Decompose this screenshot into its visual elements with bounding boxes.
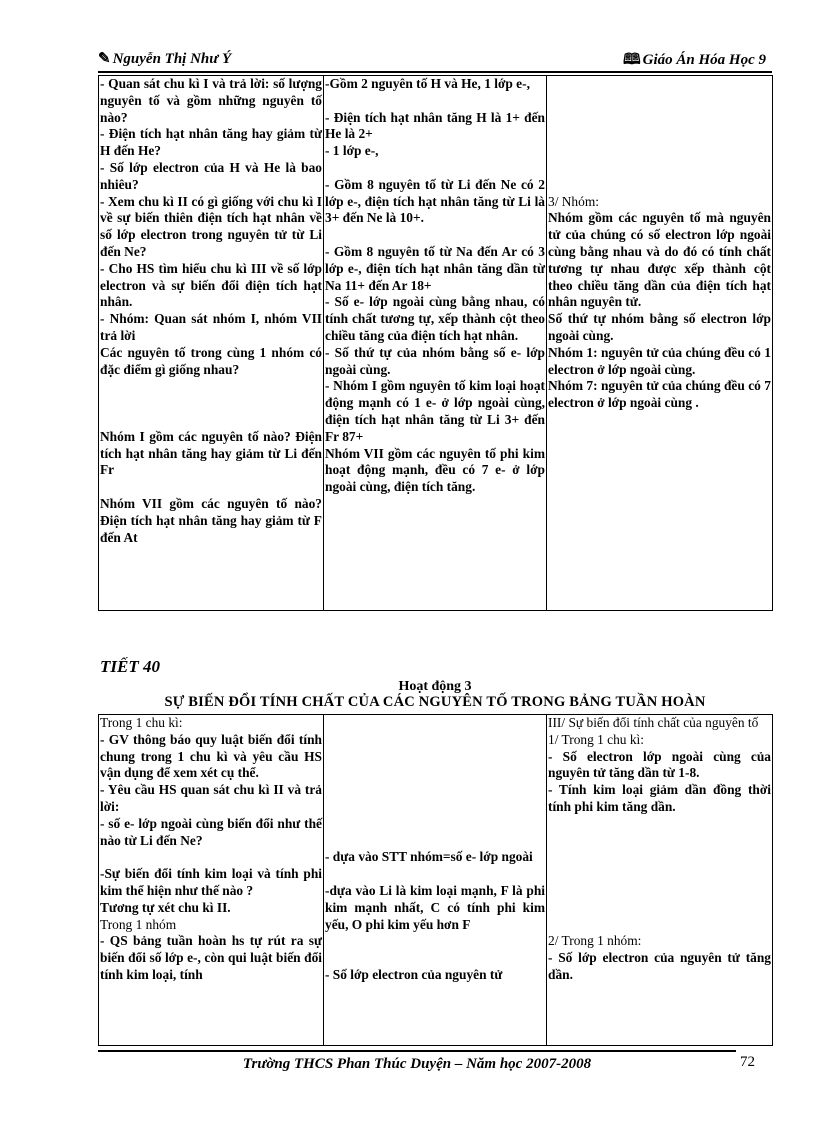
section-title: SỰ BIẾN ĐỔI TÍNH CHẤT CỦA CÁC NGUYÊN TỐ TRONG BẢNG TUẦN HOÀN bbox=[164, 694, 706, 710]
question: - GV thông báo quy luật biến đổi tính chung trong 1 chu kì và yêu cầu HS vận dụng để xem xét cụ thể. bbox=[100, 731, 322, 781]
footer-school: Trường THCS Phan Thúc Duyện – Năm học 2007-2008 bbox=[242, 1056, 592, 1072]
student-activity-column bbox=[324, 715, 547, 1046]
subheading: 2/ Trong 1 nhóm: bbox=[548, 933, 642, 949]
document-title: 🕮 Giáo Án Hóa Học 9 bbox=[623, 49, 766, 74]
answer: - 1 lớp e-, bbox=[325, 143, 379, 159]
footer-divider bbox=[98, 1050, 736, 1052]
answer: - dựa vào STT nhóm=số e- lớp ngoài bbox=[325, 849, 533, 865]
question: Nhóm VII gồm các nguyên tố nào? Điện tích hạt nhân tăng hay giảm từ F đến At bbox=[100, 495, 322, 545]
lesson-table-1 bbox=[98, 75, 773, 611]
content-text: Số thứ tự nhóm bằng số electron lớp ngoài cùng. bbox=[548, 311, 771, 343]
answer: - Số lớp electron của nguyên tử bbox=[325, 966, 503, 982]
question: - Xem chu kì II có gì giống với chu kì I về sự biến thiên điện tích hạt nhân về số lớp electron trong nguyên tử từ Li đến Ne? bbox=[100, 193, 322, 259]
author-name: ✎ Nguyễn Thị Như Ý bbox=[98, 51, 232, 67]
answer: - Gồm 8 nguyên tố từ Li đến Ne có 2 lớp e-, điện tích hạt nhân tăng từ Li là 3+ đến Ne là 10+. bbox=[325, 176, 545, 226]
content-text: - Số lớp electron của nguyên tử tăng dần. bbox=[548, 950, 771, 982]
section-heading: 3/ Nhóm: bbox=[548, 193, 599, 209]
question: - Yêu cầu HS quan sát chu kì II và trả lời: bbox=[100, 782, 322, 814]
pen-icon: ✎ bbox=[98, 51, 111, 67]
question: - Số lớp electron của H và He là bao nhiêu? bbox=[100, 159, 322, 192]
page-header bbox=[98, 47, 772, 73]
question: - QS bảng tuần hoàn hs tự rút ra sự biến đổi số lớp e-, còn qui luật biến đổi tính kim loại, tính bbox=[100, 933, 322, 982]
subheading: Trong 1 chu kì: bbox=[100, 715, 183, 730]
content-text: - Tính kim loại giảm dần đồng thời tính phi kim tăng dần. bbox=[548, 782, 771, 814]
content-text: Nhóm 7: nguyên tử của chúng đều có 7 electron ở lớp ngoài cùng . bbox=[548, 378, 771, 411]
lesson-number: TIẾT 40 bbox=[100, 657, 160, 676]
content-text: - Số electron lớp ngoài cùng của nguyên tử tăng dần từ 1-8. bbox=[548, 748, 771, 781]
content-text: Nhóm gồm các nguyên tố mà nguyên tử của chúng có số electron lớp ngoài cùng bằng nhau và do đó có tính chất tương tự nhau được xếp thành cột theo chiều tăng dần của điện tích hạt nhân nguyên tử. bbox=[548, 210, 771, 310]
question: Các nguyên tố trong cùng 1 nhóm có đặc điểm gì giống nhau? bbox=[100, 344, 322, 377]
answer: -Gồm 2 nguyên tố H và He, 1 lớp e-, bbox=[325, 76, 530, 91]
answer: -dựa vào Li là kim loại mạnh, F là phi kim mạnh nhất, C có tính phi kim yếu, O phi kim yếu hơn F bbox=[325, 882, 545, 932]
page-number: 72 bbox=[740, 1054, 755, 1070]
section-heading: III/ Sự biến đổi tính chất của nguyên tố bbox=[548, 715, 759, 730]
content-text: Nhóm 1: nguyên tử của chúng đều có 1 electron ở lớp ngoài cùng. bbox=[548, 344, 771, 377]
activity-heading: Hoạt động 3 bbox=[398, 679, 472, 694]
answer: - Nhóm I gồm nguyên tố kim loại hoạt động mạnh có 1 e- ở lớp ngoài cùng, điện tích hạt nhân tăng từ Li 3+ đến Fr 87+ bbox=[325, 378, 545, 444]
question: - số e- lớp ngoài cùng biến đổi như thế nào từ Li đến Ne? bbox=[100, 815, 322, 848]
question: - Nhóm: Quan sát nhóm I, nhóm VII trả lời bbox=[100, 311, 322, 343]
question: Nhóm I gồm các nguyên tố nào? Điện tích hạt nhân tăng hay giảm từ Li đến Fr bbox=[100, 428, 322, 478]
answer: - Điện tích hạt nhân tăng H là 1+ đến He là 2+ bbox=[325, 109, 545, 142]
question: -Sự biến đổi tính kim loại và tính phi kim thể hiện như thế nào ? bbox=[100, 866, 322, 898]
question: - Cho HS tìm hiểu chu kì III về số lớp electron và sự biến đổi điện tích hạt nhân. bbox=[100, 260, 322, 310]
answer: - Gồm 8 nguyên tố từ Na đến Ar có 3 lớp e-, điện tích hạt nhân tăng dần từ Na 11+ đến Ar 18+ bbox=[325, 243, 545, 293]
lesson-table-2 bbox=[98, 714, 773, 1046]
student-activity-column bbox=[324, 76, 547, 611]
content-column bbox=[547, 715, 773, 1046]
teacher-activity-column bbox=[99, 76, 324, 611]
question: - Điện tích hạt nhân tăng hay giảm từ H đến He? bbox=[100, 126, 322, 159]
teacher-activity-column bbox=[99, 715, 324, 1046]
content-column bbox=[547, 76, 773, 611]
subheading: 1/ Trong 1 chu kì: bbox=[548, 731, 644, 747]
subheading: Trong 1 nhóm bbox=[100, 916, 177, 932]
book-icon: 🕮 bbox=[622, 52, 641, 68]
answer: - Số thứ tự của nhóm bằng số e- lớp ngoài cùng. bbox=[325, 344, 545, 377]
answer: Nhóm VII gồm các nguyên tố phi kim hoạt động mạnh, đều có 7 e- ở lớp ngoài cùng, điện tích tăng. bbox=[325, 445, 545, 495]
answer: - Số e- lớp ngoài cùng bằng nhau, có tính chất tương tự, xếp thành cột theo chiều tăng của điện tích hạt nhân. bbox=[325, 294, 545, 343]
question: Tương tự xét chu kì II. bbox=[100, 899, 231, 915]
question: - Quan sát chu kì I và trả lời: số lượng nguyên tố và gồm những nguyên tố nào? bbox=[100, 76, 322, 125]
